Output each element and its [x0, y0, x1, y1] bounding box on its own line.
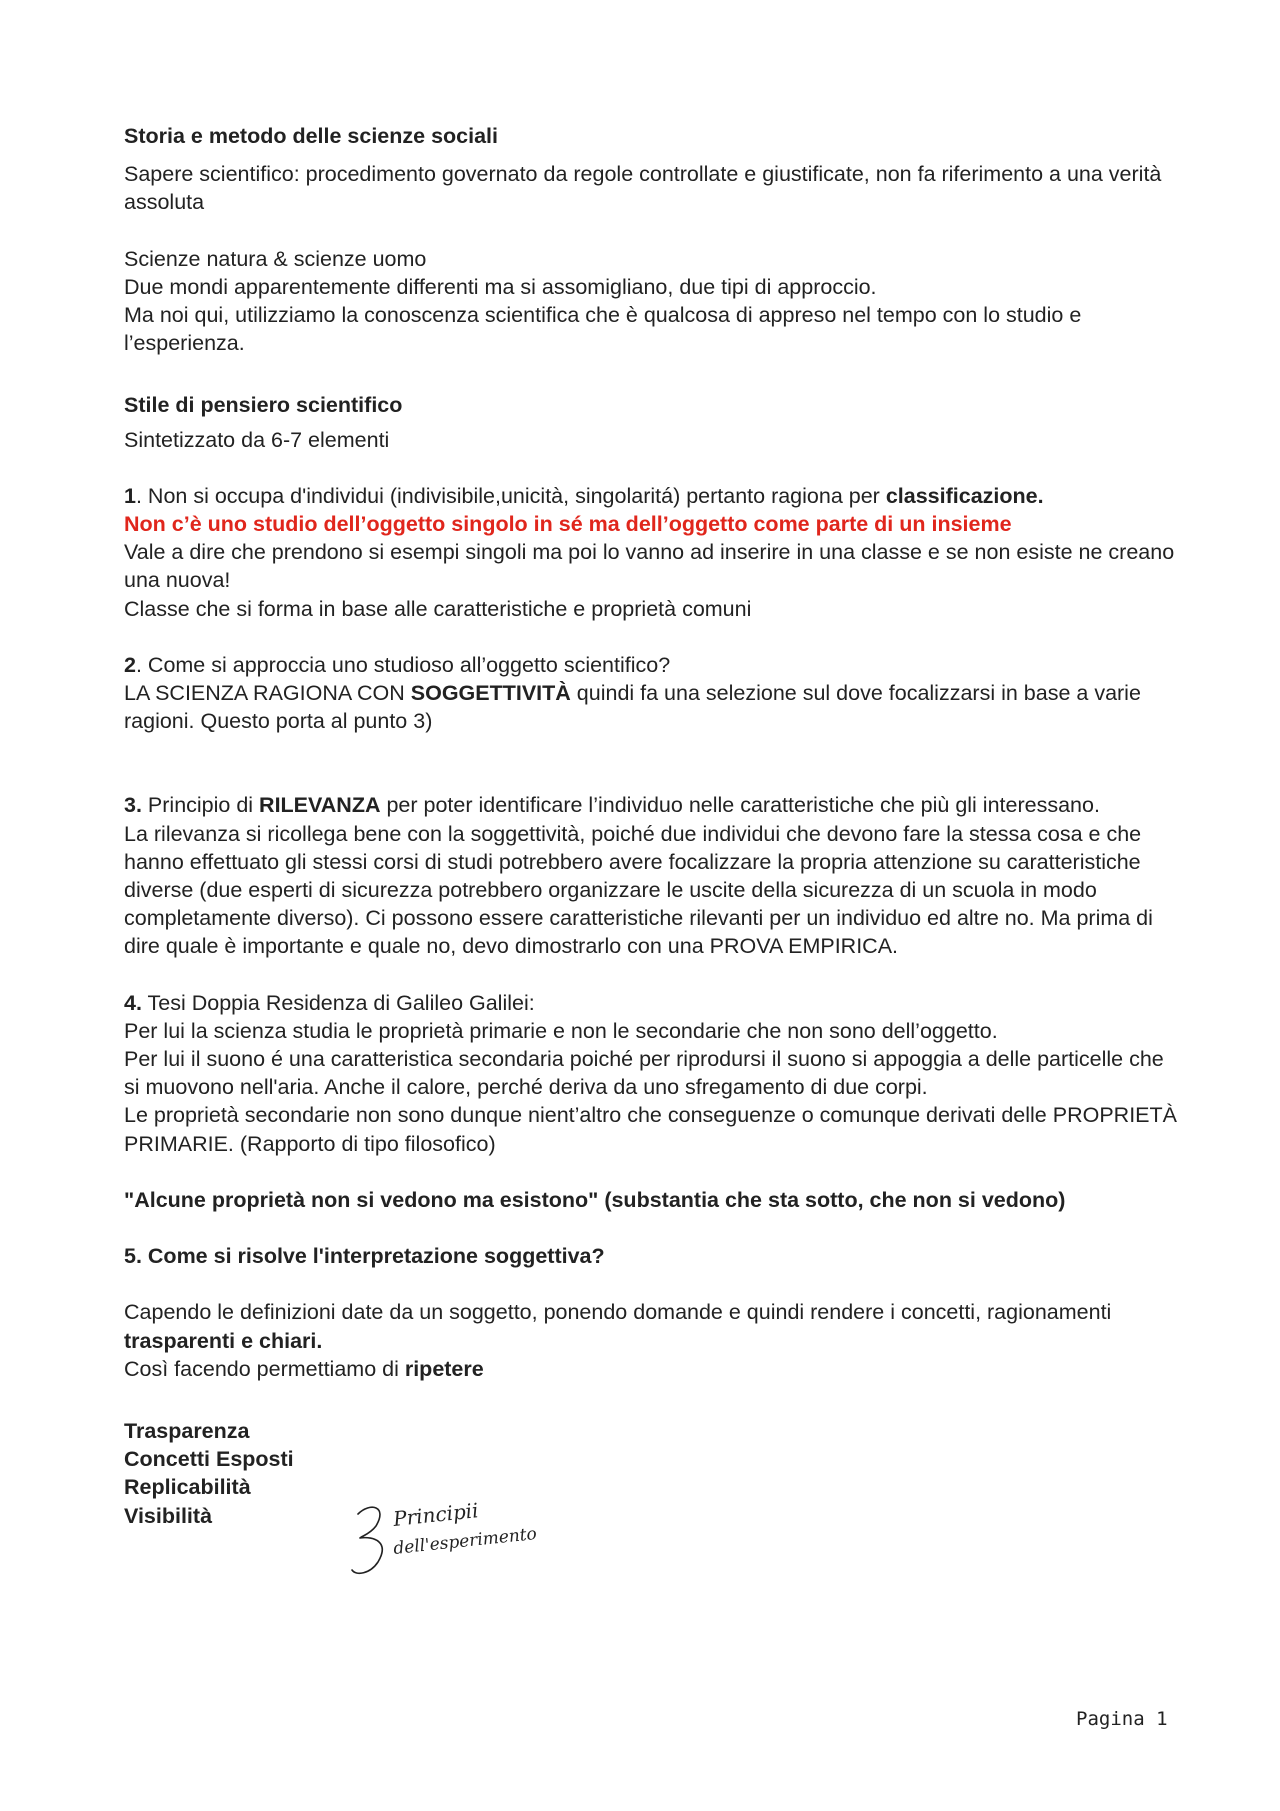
- point-1-bold: classificazione.: [885, 483, 1044, 508]
- svg-text:dell'esperimento: dell'esperimento: [392, 1524, 538, 1559]
- point-2-line-2a: LA SCIENZA RAGIONA CON: [124, 681, 411, 706]
- point-5-bold-1: trasparenti e chiari.: [124, 1328, 323, 1353]
- point-4: [124, 989, 1184, 1017]
- point-4-line-4: Le proprietà secondarie non sono dunque nient’altro che conseguenze o comunque derivati delle PROPRIETÀ PRIMARIE. (Rapporto di tipo filosofico): [124, 1103, 1177, 1156]
- point-5-line-2: [124, 1355, 1184, 1383]
- point-1-highlight: Non c’è uno studio dell’oggetto singolo in sé ma dell’oggetto come parte di un insieme: [124, 512, 1012, 537]
- point-2-line-2c: quindi fa una selezione sul dove focalizzarsi in base a varie ragioni. Questo porta al punto 3): [124, 681, 1141, 734]
- point-5-bold-2: ripetere: [404, 1356, 484, 1381]
- point-3-text-1: Principio di: [141, 793, 260, 818]
- point-1-line-2: Vale a dire che prendono si esempi singoli ma poi lo vanno ad inserire in una classe e se non esiste ne creano una nuova!: [124, 540, 1175, 593]
- principle-item: Concetti Esposti: [124, 1447, 294, 1472]
- point-2-text: . Come si approccia uno studioso all’oggetto scientifico?: [135, 652, 671, 677]
- point-3-bold: RILEVANZA: [259, 793, 381, 818]
- svg-text:Principii: Principii: [392, 1498, 480, 1531]
- intro-paragraph: Sapere scientifico: procedimento governato da regole controllate e giustificate, non fa riferimento a una verità assoluta: [124, 162, 1162, 215]
- point-1-number: 1: [124, 483, 136, 508]
- section-subtitle: Sintetizzato da 6-7 elementi: [124, 427, 390, 452]
- point-3-number: 3.: [124, 793, 142, 818]
- document-body: [124, 122, 1184, 1530]
- page-number: Pagina 1: [1076, 1708, 1168, 1730]
- point-4-number: 4.: [124, 990, 142, 1015]
- point-5-line-2a: Così facendo permettiamo di: [124, 1356, 405, 1381]
- point-1-text: . Non si occupa d'individui (indivisibile,unicità, singolaritá) pertanto ragiona per: [135, 483, 886, 508]
- point-1-line-3: Classe che si forma in base alle caratteristiche e proprietà comuni: [124, 596, 752, 621]
- principle-item: Visibilità: [124, 1503, 213, 1528]
- point-1: [124, 482, 1184, 510]
- principle-item: Replicabilità: [124, 1475, 251, 1500]
- point-4-line-3: Per lui il suono é una caratteristica secondaria poiché per riprodursi il suono si appoggia a delle particelle che si muovono nell'aria. Anche il calore, perché deriva da uno sfregamento di due corpi.: [124, 1047, 1164, 1100]
- section-heading: Stile di pensiero scientifico: [124, 393, 403, 418]
- principle-item: Trasparenza: [124, 1418, 250, 1443]
- point-5-line-1a: Capendo le definizioni date da un soggetto, ponendo domande e quindi rendere i concetti, ragionamenti: [124, 1300, 1112, 1325]
- point-2: [124, 651, 1184, 679]
- handwritten-annotation: [350, 1496, 550, 1586]
- document-title: Storia e metodo delle scienze sociali: [124, 124, 498, 148]
- point-4-line-2: Per lui la scienza studia le proprietà primarie e non le secondarie che non sono dell’oggetto.: [124, 1018, 998, 1043]
- point-3-line-2: La rilevanza si ricollega bene con la soggettività, poiché due individui che devono fare la stessa cosa e che hanno effettuato gli stessi corsi di studi potrebbero avere focalizzare la propria attenzione su caratteristiche diverse (due esperti di sicurezza potrebbero organizzare le uscite della sicurezza di un scuola in modo completamente diverso). Ci possono essere caratteristiche rilevanti per un individuo ed altre no. Ma prima di dire quale è importante e quale no, devo dimostrarlo con una PROVA EMPIRICA.: [124, 821, 1153, 959]
- point-4-text: Tesi Doppia Residenza di Galileo Galilei:: [141, 990, 535, 1015]
- point-3-text-3: per poter identificare l’individuo nelle caratteristiche che più gli interessano.: [380, 793, 1100, 818]
- intro-line-3: Ma noi qui, utilizziamo la conoscenza scientifica che è qualcosa di appreso nel tempo con lo studio e l’esperienza.: [124, 303, 1082, 356]
- point-5-heading: 5. Come si risolve l'interpretazione soggettiva?: [124, 1244, 605, 1269]
- point-2-line-2: [124, 679, 1184, 735]
- quote: "Alcune proprietà non si vedono ma esistono" (substantia che sta sotto, che non si vedono): [124, 1187, 1066, 1212]
- point-3: [124, 791, 1184, 819]
- intro-line-2: Due mondi apparentemente differenti ma si assomigliano, due tipi di approccio.: [124, 274, 877, 299]
- point-5-line-1: [124, 1298, 1184, 1354]
- point-2-bold: SOGGETTIVITÀ: [410, 681, 571, 706]
- intro-line-1: Scienze natura & scienze uomo: [124, 246, 427, 271]
- point-2-number: 2: [124, 652, 136, 677]
